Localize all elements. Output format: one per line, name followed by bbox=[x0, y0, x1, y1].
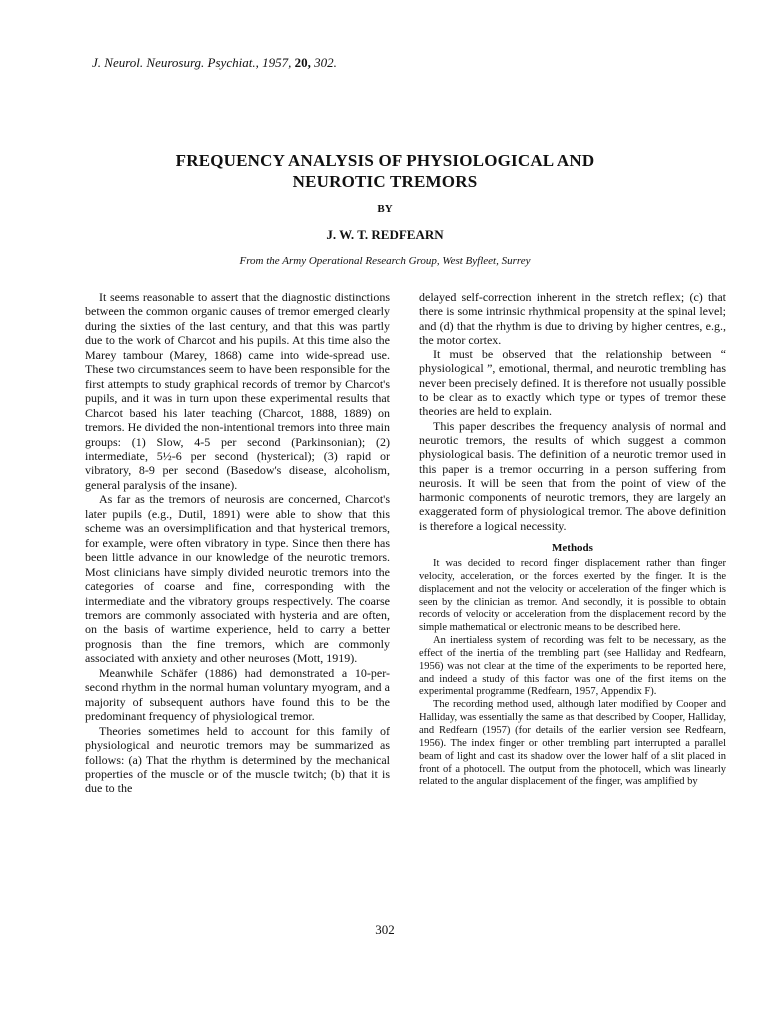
right-column bbox=[419, 290, 726, 789]
paper-title bbox=[0, 150, 770, 192]
paragraph: Meanwhile Schäfer (1886) had demonstrated a 10-per-second rhythm in the normal human voluntary myogram, and a majority of subsequent authors have found this to be the predominant frequency of physiological tremor. bbox=[85, 665, 390, 724]
journal-citation bbox=[92, 55, 337, 71]
journal-volume: 20, bbox=[294, 55, 311, 70]
author-name: J. W. T. REDFEARN bbox=[326, 227, 444, 242]
paragraph: It seems reasonable to assert that the diagnostic distinctions between the common organic causes of tremor emerged clearly during the sixties of the last century, and that this was partly due to the work of Charcot and his pupils. At this time also the Marey tambour (Marey, 1868) came into wide-spread use. These two circumstances seem to have been responsible for the first attempts to study graphical records of tremor by Charcot's pupils, and it was in turn upon these experimental results that Charcot based his later teaching (Charcot, 1888, 1889) on tremors. He divided the non-intentional tremors into three main groups: (1) Slow, 4-5 per second (Parkinsonian); (2) intermediate, 5½-6 per second (hysterical); (3) rapid or vibratory, 8-9 per second (Basedow's disease, alcoholism, general paralysis of the insane). bbox=[85, 290, 390, 492]
author-affiliation: From the Army Operational Research Group, West Byfleet, Surrey bbox=[239, 255, 531, 267]
paragraph: It was decided to record finger displacement rather than finger velocity, acceleration, or the forces exerted by the finger. It is the displacement and not the velocity or acceleration of the finger which is seen by the clinician as tremor. And secondly, it is possible to obtain records of velocity or acceleration from the displacement record by the simple mathematical or electronic means to be described here. bbox=[419, 558, 726, 634]
page-number: 302 bbox=[375, 922, 395, 937]
paragraph: It must be observed that the relationship between “ physiological ”, emotional, thermal, and neurotic trembling has never been precisely defined. It is therefore not usually possible to be clear as to exactly which type or types of tremor these theories are held to explain. bbox=[419, 347, 726, 419]
journal-page: 302. bbox=[314, 55, 337, 70]
title-line-1: FREQUENCY ANALYSIS OF PHYSIOLOGICAL AND bbox=[175, 151, 595, 170]
paragraph: The recording method used, although later modified by Cooper and Halliday, was essentially the same as that described by Cooper, Halliday, and Redfearn (1957) (for details of the earlier version see Redfearn, 1956). The index finger or other trembling part interrupted a parallel beam of light and cast its shadow over the lower half of a slit placed in front of a photocell. The output from the photocell, which was linearly related to the angular displacement of the finger, was amplified by bbox=[419, 699, 726, 788]
title-line-2: NEUROTIC TREMORS bbox=[292, 172, 478, 191]
methods-section bbox=[419, 558, 726, 789]
paragraph: An inertialess system of recording was felt to be necessary, as the effect of the inertia of the trembling part (see Halliday and Redfearn, 1956) was not clear at the time of the experiments to be reported here, and indeed a study of this factor was one of the first items on the experimental programme (Redfearn, 1957, Appendix F). bbox=[419, 635, 726, 698]
by-label: BY bbox=[377, 203, 393, 215]
paragraph: delayed self-correction inherent in the stretch reflex; (c) that there is some intrinsic rhythmical propensity at the spinal level; and (d) that the rhythm is due to driving by higher centres, e.g., the motor cortex. bbox=[419, 290, 726, 347]
journal-year: 1957, bbox=[262, 55, 292, 70]
paragraph: Theories sometimes held to account for this family of physiological and neurotic tremors may be summarized as follows: (a) That the rhythm is determined by the mechanical properties of the muscle or of the muscle twitch; (b) that it is due to the bbox=[85, 723, 390, 796]
paragraph: As far as the tremors of neurosis are concerned, Charcot's later pupils (e.g., Dutil, 1891) were able to show that this scheme was an oversimplification and that hysterical tremors, for example, were often vibratory in type. Since then there has been little advance in our knowledge of the neurotic tremors. Most clinicians have simply divided neurotic tremors into the categories of coarse and fine, corresponding with the intermediate and the vibratory groups respectively. The coarse tremors are commonly associated with hysteria and are often, on the basis of wartime experience, held to carry a better prognosis than the fine tremors, which are commonly associated with anxiety and other neuroses (Mott, 1919). bbox=[85, 492, 390, 666]
methods-heading: Methods bbox=[552, 542, 593, 555]
paragraph: This paper describes the frequency analysis of normal and neurotic tremors, the results of which suggest a common physiological basis. The definition of a neurotic tremor used in this paper is a tremor occurring in a person suffering from neurosis. It will be seen that from the point of view of the harmonic components of neurotic tremors, they are largely an exaggerated form of physiological tremor. The above definition is therefore a logical necessity. bbox=[419, 418, 726, 533]
journal-name: J. Neurol. Neurosurg. Psychiat., bbox=[92, 55, 259, 70]
intro-continuation bbox=[419, 290, 726, 533]
left-column bbox=[85, 290, 390, 796]
